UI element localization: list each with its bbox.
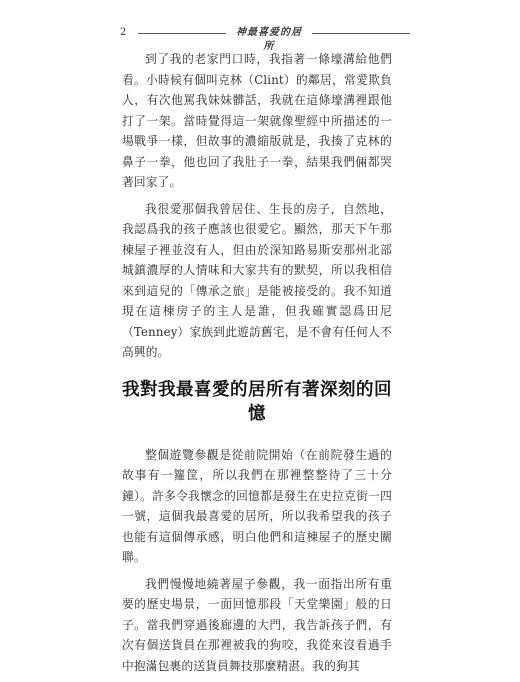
- running-title: 神最喜爱的居所: [236, 27, 302, 52]
- paragraph-2: 我很愛那個我曾居住、生長的房子，自然地，我認爲我的孩子應該也很愛它。顯然，那天下午那棟屋子裡並沒有人，但由於深知路易斯安那州北部城鎮濃厚的人情味和大家共有的默契，所以我相信來到這兒的「傳承之旅」是能被接受的。我不知道現在這棟房子的主人是誰，但我確實認爲田尼（Tenney）家族到此遊訪舊宅，是不會有任何人不高興的。: [122, 201, 392, 359]
- page-header: [120, 26, 410, 52]
- paragraph-4: 我們慢慢地繞著屋子參觀，我一面指出所有重要的歷史場景，一面回憶那段「天堂樂園」般的日子。當我們穿過後廊邊的大門，我告訴孩子們，有次有個送貨員在那裡被我的狗咬，我從來沒看過手中抱滿包裹的送貨員舞技那麼精湛。我的狗其: [122, 576, 392, 673]
- body-text: [122, 49, 392, 682]
- paragraph-1: 到了我的老家門口時，我指著一條壕溝給他們看。小時候有個叫克林（Clint）的鄰居，常愛欺負人，有次他罵我妹妹髒話，我就在這條壕溝裡跟他打了一架。當時覺得這一架就像聖經中所描述的一場戰爭一樣，但故事的濃縮版就是，我揍了克林的鼻子一拳，他也回了我肚子一拳，結果我們倆都哭著回家了。: [122, 52, 392, 189]
- section-heading: 我對我最喜愛的居所有著深刻的回憶: [122, 379, 392, 424]
- paragraph-3: 整個遊覽參觀是從前院開始（在前院發生過的故事有一籮筐，所以我們在那裡整整待了三十分鐘）。許多令我懷念的回憶都是發生在史拉克街一四一號，這個我最喜愛的居所，所以我希望我的孩子也能有這個傳承感，明白他們和這棟屋子的歷史關聯。: [122, 447, 392, 564]
- page-number: 2: [120, 27, 127, 38]
- header-rule-left: [138, 33, 226, 34]
- header-rule-right: [312, 33, 410, 34]
